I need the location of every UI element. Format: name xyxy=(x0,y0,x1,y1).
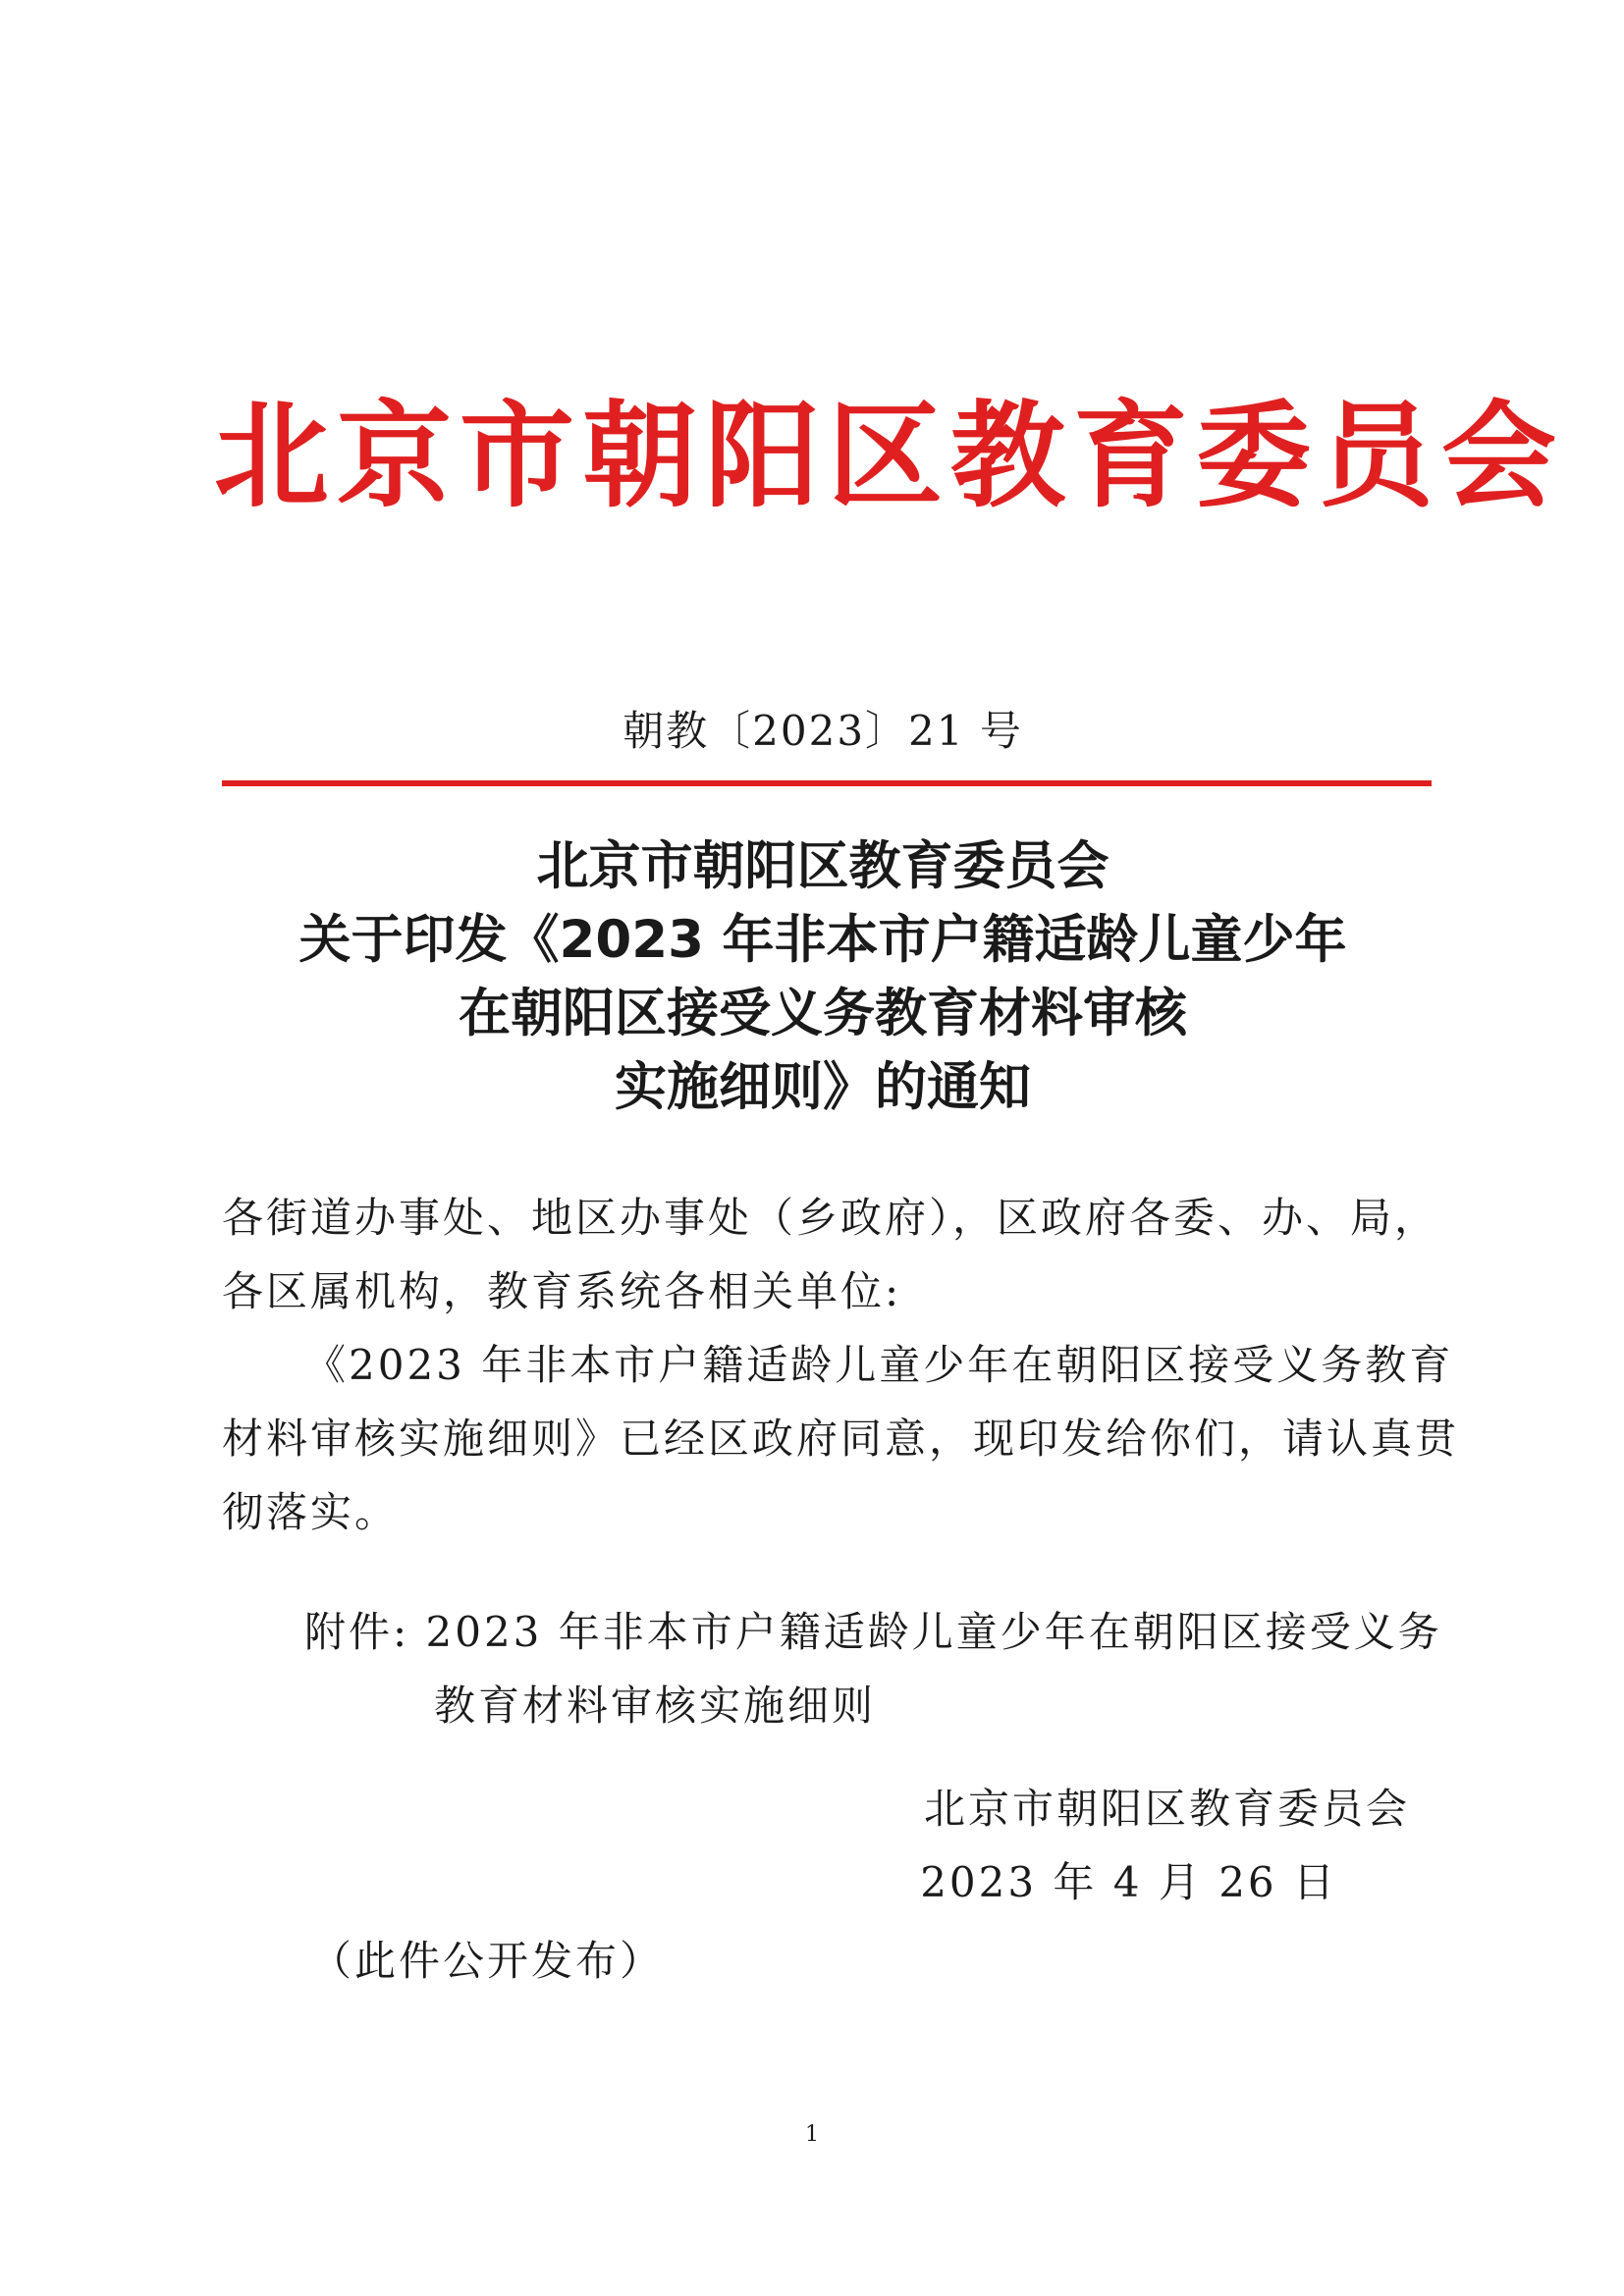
body-line: 材料审核实施细则》已经区政府同意，现印发给你们，请认真贯 xyxy=(222,1415,1460,1463)
attachment-section xyxy=(304,1595,1442,1742)
body-paragraph xyxy=(222,1328,1460,1549)
recipients xyxy=(222,1181,1439,1328)
issuing-authority: 北京市朝阳区教育委员会 xyxy=(923,1785,1410,1833)
attachment-label: 附件: xyxy=(304,1608,410,1656)
document-number: 朝教〔2023〕21 号 xyxy=(623,707,1023,755)
recipients-line: 各区属机构，教育系统各相关单位: xyxy=(222,1267,902,1315)
publish-note: （此件公开发布） xyxy=(310,1937,665,1985)
attachment-row xyxy=(304,1595,1442,1669)
title-line: 北京市朝阳区教育委员会 xyxy=(536,836,1110,896)
body-line: 彻落实。 xyxy=(222,1488,400,1536)
title-line: 关于印发《2023 年非本市户籍适龄儿童少年 xyxy=(298,910,1347,970)
notice-title xyxy=(214,829,1432,1124)
title-line: 实施细则》的通知 xyxy=(615,1057,1031,1117)
issue-date: 2023 年 4 月 26 日 xyxy=(920,1858,1337,1906)
attachment-title-line1: 2023 年非本市户籍适龄儿童少年在朝阳区接受义务 xyxy=(425,1608,1442,1656)
masthead-title: 北京市朝阳区教育委员会 xyxy=(214,389,1565,523)
body-line: 《2023 年非本市户籍适龄儿童少年在朝阳区接受义务教育 xyxy=(304,1341,1454,1389)
attachment-title-line2: 教育材料审核实施细则 xyxy=(434,1682,877,1730)
title-line: 在朝阳区接受义务教育材料审核 xyxy=(459,984,1187,1043)
red-divider-line xyxy=(222,780,1432,786)
page-number: 1 xyxy=(805,2122,819,2147)
recipients-line: 各街道办事处、地区办事处（乡政府），区政府各委、办、局， xyxy=(222,1194,1439,1242)
